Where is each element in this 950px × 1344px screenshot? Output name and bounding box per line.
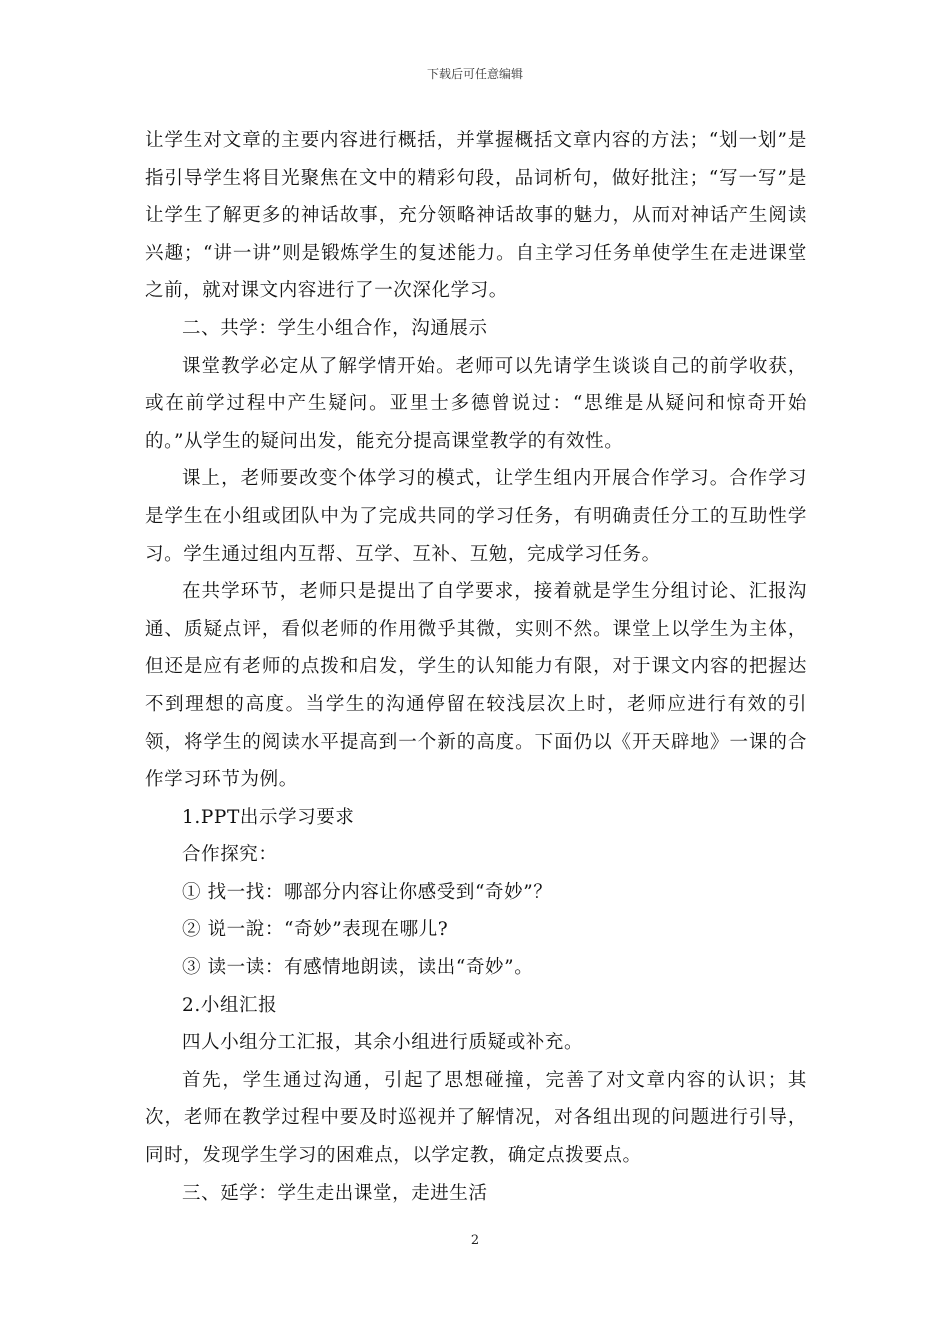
- section-heading-gongxue: 二、共学：学生小组合作，沟通展示: [182, 317, 488, 339]
- list-item-shuoyishuo: ② 说一說：“奇妙”表现在哪儿?: [182, 919, 449, 941]
- paragraph-fengong: 四人小组分工汇报，其余小组进行质疑或补充。: [182, 1032, 584, 1054]
- paragraph-xueqing: 课堂教学必定从了解学情开始。老师可以先请学生谈谈自己的前学收获，或在前学过程中产生疑问。亚里士多德曾说过：“思维是从疑问和惊奇开始的。”从学生的疑问出发，能充分提高课堂教学的有效性。: [145, 355, 807, 452]
- page-number: 2: [470, 1233, 480, 1248]
- section-heading-yanxue: 三、延学：学生走出课堂，走进生活: [182, 1182, 488, 1204]
- list-item-zhaoyizhao: ① 找一找：哪部分内容让你感受到“奇妙”？: [182, 881, 553, 903]
- subheading-ppt: 1.PPT出示学习要求: [182, 806, 355, 828]
- page-header: 下载后可任意编辑: [426, 67, 523, 81]
- label-hezuo-tanjiu: 合作探究：: [182, 844, 278, 866]
- document-body: [145, 122, 807, 1212]
- list-item-duyidu: ③ 读一读：有感情地朗读，读出“奇妙”。: [182, 957, 534, 979]
- subheading-xiaozu-huibao: 2.小组汇报: [182, 994, 278, 1016]
- paragraph-gongxue-huanjie: 在共学环节，老师只是提出了自学要求，接着就是学生分组讨论、汇报沟通、质疑点评，看似老师的作用微乎其微，实则不然。课堂上以学生为主体，但还是应有老师的点拨和启发，学生的认知能力有限，对于课文内容的把握达不到理想的高度。当学生的沟通停留在较浅层次上时，老师应进行有效的引领，将学生的阅读水平提高到一个新的高度。下面仍以《开天辟地》一课的合作学习环节为例。: [145, 581, 807, 791]
- paragraph-shouxian: 首先，学生通过沟通，引起了思想碰撞，完善了对文章内容的认识；其次，老师在教学过程中要及时巡视并了解情况，对各组出现的问题进行引导，同时，发现学生学习的困难点，以学定教，确定点拨要点。: [145, 1069, 807, 1167]
- paragraph-continuation: 让学生对文章的主要内容进行概括，并掌握概括文章内容的方法；“划一划”是指引导学生将目光聚焦在文中的精彩句段，品词析句，做好批注；“写一写”是让学生了解更多的神话故事，充分领略神话故事的魅力，从而对神话产生阅读兴趣；“讲一讲”则是锻炼学生的复述能力。自主学习任务单使学生在走进课堂之前，就对课文内容进行了一次深化学习。: [145, 130, 807, 302]
- paragraph-hezuo: 课上，老师要改变个体学习的模式，让学生组内开展合作学习。合作学习是学生在小组或团队中为了完成共同的学习任务，有明确责任分工的互助性学习。学生通过组内互帮、互学、互补、互勉，完成学习任务。: [145, 468, 807, 565]
